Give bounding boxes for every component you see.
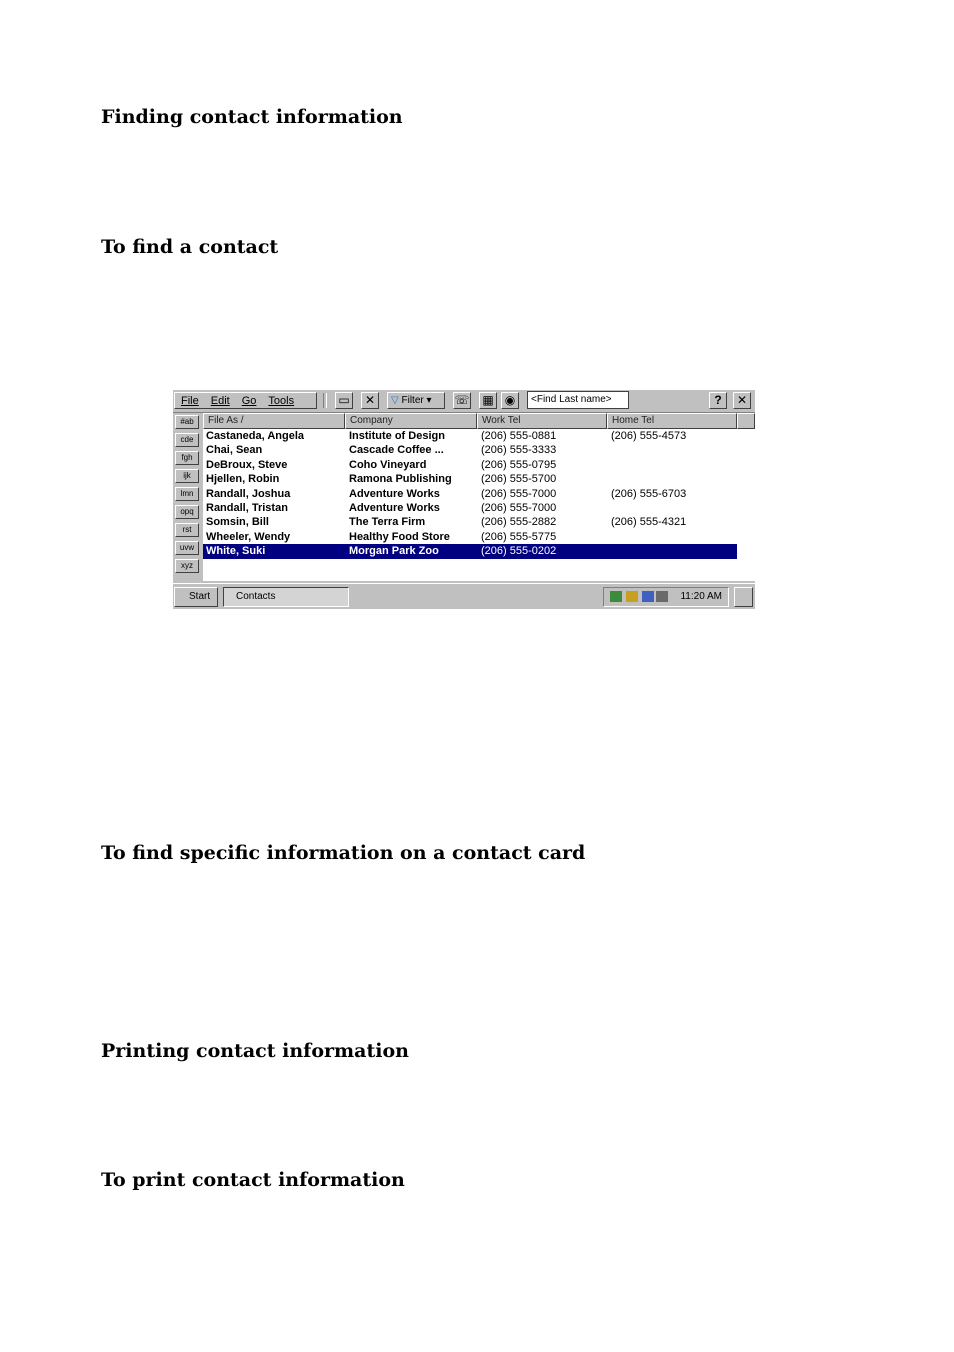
tab-rst[interactable]: rst (175, 523, 199, 537)
menu-go[interactable]: Go (241, 395, 257, 407)
cell-company: Cascade Coffee ... (349, 444, 444, 457)
help-button[interactable]: ? (709, 392, 727, 409)
tab-ab[interactable]: #ab (175, 415, 199, 429)
cell-work: (206) 555-0202 (481, 545, 557, 558)
find-input[interactable]: <Find Last name> (527, 391, 629, 409)
start-button[interactable]: Start (174, 587, 218, 607)
toolbar (173, 390, 755, 413)
cell-name: DeBroux, Steve (206, 458, 288, 471)
column-extra (737, 413, 755, 429)
cell-work: (206) 555-5700 (481, 473, 557, 486)
delete-icon[interactable]: ✕ (361, 392, 379, 409)
menu-bar (174, 392, 317, 409)
cell-name: Castaneda, Angela (206, 430, 305, 442)
menu-edit[interactable]: Edit (210, 395, 230, 407)
taskbar-contacts-button[interactable]: Contacts (223, 587, 349, 607)
cell-work: (206) 555-2882 (481, 516, 557, 529)
cell-work: (206) 555-3333 (481, 444, 557, 457)
cell-name: Somsin, Bill (206, 516, 269, 529)
tab-cde[interactable]: cde (175, 433, 199, 447)
table-row[interactable] (203, 530, 737, 544)
heading-find-contact: To find a contact (101, 236, 279, 258)
toolbar-separator (323, 393, 327, 408)
cell-home: (206) 555-4321 (611, 516, 687, 529)
table-row[interactable] (203, 501, 737, 515)
cell-work: (206) 555-7000 (481, 502, 557, 514)
tab-uvw[interactable]: uvw (175, 541, 199, 555)
table-row[interactable] (203, 429, 737, 443)
column-file-as[interactable]: File As / (203, 413, 345, 429)
system-tray (603, 587, 729, 607)
column-home-tel[interactable]: Home Tel (607, 413, 737, 429)
column-company[interactable]: Company (345, 413, 477, 429)
cell-work: (206) 555-0795 (481, 458, 557, 471)
column-work-tel[interactable]: Work Tel (477, 413, 607, 429)
cell-company: The Terra Firm (349, 516, 426, 529)
cell-work: (206) 555-5775 (481, 530, 557, 543)
properties-icon[interactable]: ◉ (501, 392, 519, 409)
table-row[interactable] (203, 443, 737, 457)
table-row[interactable] (203, 458, 737, 472)
heading-print-contact: To print contact information (101, 1169, 405, 1191)
cell-company: Morgan Park Zoo (349, 545, 439, 558)
desktop-icon[interactable] (734, 587, 753, 607)
cell-company: Ramona Publishing (349, 473, 452, 486)
cell-home: (206) 555-6703 (611, 487, 687, 500)
cell-name: Randall, Joshua (206, 487, 291, 500)
keyboard-icon (642, 591, 654, 602)
contact-list (203, 413, 755, 581)
tab-ijk[interactable]: ijk (175, 469, 199, 483)
cell-home: (206) 555-4573 (611, 430, 687, 442)
filter-button[interactable]: ▽ Filter ▾ (387, 392, 445, 409)
network-icon (610, 591, 622, 602)
view-icon[interactable]: ▦ (479, 392, 497, 409)
tab-xyz[interactable]: xyz (175, 559, 199, 573)
clock: 11:20 AM (680, 591, 722, 602)
cell-name: Randall, Tristan (206, 502, 288, 514)
search-icon (656, 591, 668, 602)
cell-company: Coho Vineyard (349, 458, 427, 471)
dial-icon[interactable]: ☏ (454, 393, 470, 407)
table-row[interactable] (203, 515, 737, 529)
new-contact-icon[interactable]: ▭ (335, 392, 353, 409)
tab-lmn[interactable]: lmn (175, 487, 199, 501)
heading-printing: Printing contact information (101, 1040, 409, 1062)
filter-funnel-icon: ▽ (391, 395, 399, 406)
cell-company: Adventure Works (349, 502, 440, 514)
heading-finding: Finding contact information (101, 106, 403, 128)
heading-find-specific: To find specific information on a contact card (101, 842, 586, 864)
contacts-screenshot (173, 390, 755, 609)
menu-tools[interactable]: Tools (268, 395, 295, 407)
cell-name: Hjellen, Robin (206, 473, 280, 486)
letter-tabs (173, 413, 203, 583)
cell-name: Wheeler, Wendy (206, 530, 291, 543)
cell-name: Chai, Sean (206, 444, 263, 457)
cell-work: (206) 555-0881 (481, 430, 557, 442)
tab-opq[interactable]: opq (175, 505, 199, 519)
menu-file[interactable]: File (181, 395, 199, 407)
table-row[interactable] (203, 472, 737, 486)
close-button[interactable]: ✕ (733, 392, 751, 409)
power-icon (626, 591, 638, 602)
table-row[interactable] (203, 544, 737, 558)
cell-name: White, Suki (206, 545, 266, 558)
tab-fgh[interactable]: fgh (175, 451, 199, 465)
table-row[interactable] (203, 487, 737, 501)
cell-company: Adventure Works (349, 487, 440, 500)
cell-work: (206) 555-7000 (481, 487, 557, 500)
cell-company: Healthy Food Store (349, 530, 450, 543)
taskbar (173, 583, 755, 609)
cell-company: Institute of Design (349, 430, 445, 442)
